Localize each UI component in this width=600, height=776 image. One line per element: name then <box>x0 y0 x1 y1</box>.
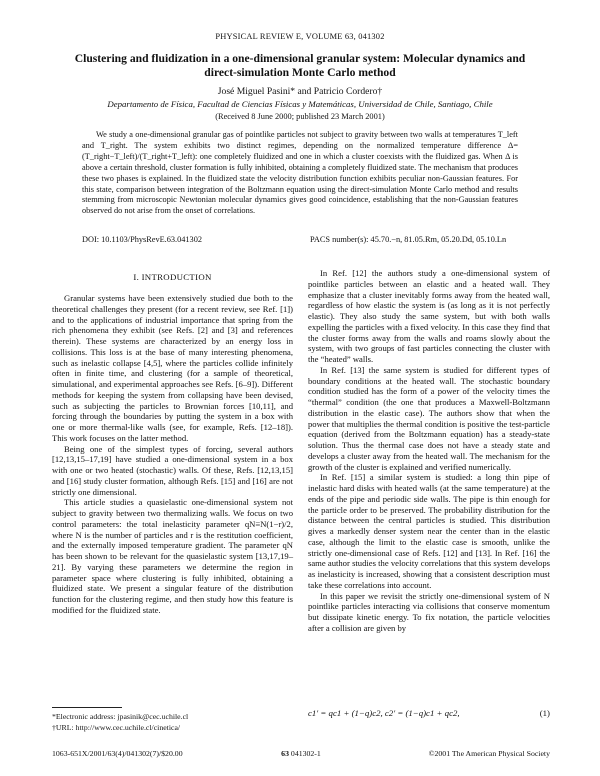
left-paragraph: Being one of the simplest types of forcing, several authors [12,13,15–17,19] have studied a one-dimensional system in a box with one or two heated (stochastic) walls. Of these, Refs. [12,13,15] and [16] study cluster formation, although Refs. [15] and [16] are not strictly one dimensional. <box>52 443 293 497</box>
right-paragraph: In this paper we revisit the strictly one-dimensional system of N pointlike particles interacting via collisions that conserve momentum but dissipate kinetic energy. To fix notation, the particle velocities after a collision are given by <box>308 590 550 633</box>
footnote-url[interactable]: †URL: http://www.cec.uchile.cl/cinetica/ <box>52 723 181 732</box>
doi-pacs-line <box>82 235 518 244</box>
right-paragraph: In Ref. [13] the same system is studied for different types of boundary conditions at the heated wall. The stochastic boundary condition studied has the form of a power of the velocity times the “thermal” condition (the one that produces a Maxwell-Boltzmann distribution in the elastic case). The authors show that when the power that multiplies the thermal condition is positive the test-particle equation (derived from the Boltzmann equation) has a steady-state solution. Thus the thermal case does not have a steady state and develops a cluster away from the heated wall. The mechanism for the growth of the cluster is explained and verified numerically. <box>308 364 550 472</box>
footnote-separator <box>52 707 122 708</box>
footer-page: 041302-1 <box>288 749 321 758</box>
doi-link[interactable]: DOI: 10.1103/PhysRevE.63.041302 <box>82 235 202 244</box>
footer-volume: 63 <box>281 749 289 758</box>
right-column <box>308 268 550 634</box>
left-paragraph: This article studies a quasielastic one-dimensional system not subject to gravity between two thermalizing walls. We focus on two control parameters: the total inelasticity parameter qN≡N(1−r)/2, where N is the number of particles and r is the restitution coefficient, and the externally imposed temperature gradient. The parameter qN has been shown to be relevant for the quasielastic system [13,17,19–21]. By varying these parameters we determine the region in parameter space where clustering is fully inhibited, obtaining a fluidized state. We present a singular feature of the distribution function for the clustering regime, and then study how this feature is modified for the fluidized state. <box>52 497 293 615</box>
paper-title: Clustering and fluidization in a one-dimensional granular system: Molecular dynamics and direct-simulation Monte Carlo method <box>74 52 526 79</box>
equation-1 <box>308 708 550 718</box>
author-list: José Miguel Pasini* and Patricio Cordero† <box>217 86 383 97</box>
affiliation: Departamento de Física, Facultad de Ciencias Físicas y Matemáticas, Universidad de Chile, Santiago, Chile <box>107 99 493 109</box>
received-dates: (Received 8 June 2000; published 23 March 2001) <box>215 112 385 121</box>
page-footer <box>52 749 550 758</box>
footer-copyright: ©2001 The American Physical Society <box>428 749 550 758</box>
footnote-email[interactable]: *Electronic address: jpasinik@cec.uchile.cl <box>52 712 189 721</box>
right-paragraph: In Ref. [12] the authors study a one-dimensional system of pointlike particles between an elastic and a heated wall. They emphasize that a cluster inevitably forms away from the heated wall, regardless of how elastic the system is (as long as it is not perfectly elastic). They also study the same system, but with both walls expelling the particles with a fixed velocity. In this case they find that the cluster forms away from the walls and roams slowly about the system, with two groups of fast particles connecting the cluster with the “heated” walls. <box>308 268 550 364</box>
left-paragraph: Granular systems have been extensively studied due both to the theoretical challenges they present (for a recent review, see Ref. [1]) and to the applications of industrial importance that spring from the rich phenomena they exhibit (see Refs. [2] and [3] and references therein). These systems are characterized by an energy loss in collisions. This loss is at the base of many interesting phenomena, such as inelastic collapse [4,5], where the particles collide infinitely often in finite time, and clustering (for a sample of theoretical, simulational, and experimental approaches see Refs. [6–9]). Different methods for keeping the system from collapsing have been devised, such as subjecting the particles to Brownian forces [10,11], and forcing through the boundaries by putting the system in a box with one or more thermal-like walls (see, for example, Refs. [12–18]). This work focuses on the latter method. <box>52 293 293 443</box>
running-header: PHYSICAL REVIEW E, VOLUME 63, 041302 <box>215 32 385 41</box>
right-paragraph: In Ref. [15] a similar system is studied: a long thin pipe of inelastic hard disks with heated walls (at the same temperature) at the ends of the pipe and periodic side walls. The pipe is thin enough for the particle order to be preserved. The probability distribution for the distance between the central particles is studied. This distribution gives a markedly denser system near the center than in the elastic case, although the limit to the elastic case is smooth, unlike the strictly one-dimensional case of Refs. [12] and [13]. In Ref. [16] the same author studies the velocity correlations that this system develops as inelasticity is increased, showing that a consistent description must take these correlations into account. <box>308 472 550 590</box>
pacs-numbers: PACS number(s): 45.70.−n, 81.05.Rm, 05.20.Dd, 05.10.Ln <box>310 235 507 244</box>
section-heading: I. INTRODUCTION <box>133 272 212 282</box>
left-column <box>52 293 293 616</box>
abstract: We study a one-dimensional granular gas of pointlike particles not subject to gravity between two walls at temperatures T_left and T_right. The system exhibits two distinct regimes, depending on the normalized temperature difference Δ=(T_right−T_left)/(T_right+T_left): one completely fluidized and one in which a cluster coexists with the fluidized gas. When Δ is above a certain threshold, cluster formation is fully inhibited, obtaining a completely fluidized state. The mechanism that produces these two phases is explained. In the fluidized state the velocity distribution function exhibits peculiar non-Gaussian features. For this state, comparison between integration of the Boltzmann equation using the direct-simulation Monte Carlo method and results stemming from microscopic Newtonian molecular dynamics gives good coincidence, establishing that the non-Gaussian features observed do not arise from the onset of correlations. <box>82 130 518 216</box>
footer-code: 1063-651X/2001/63(4)/041302(7)/$20.00 <box>52 749 183 758</box>
equation-number: (1) <box>539 708 550 718</box>
equation-text: c1′ = qc1 + (1−q)c2, c2′ = (1−q)c1 + qc2, <box>308 708 460 718</box>
